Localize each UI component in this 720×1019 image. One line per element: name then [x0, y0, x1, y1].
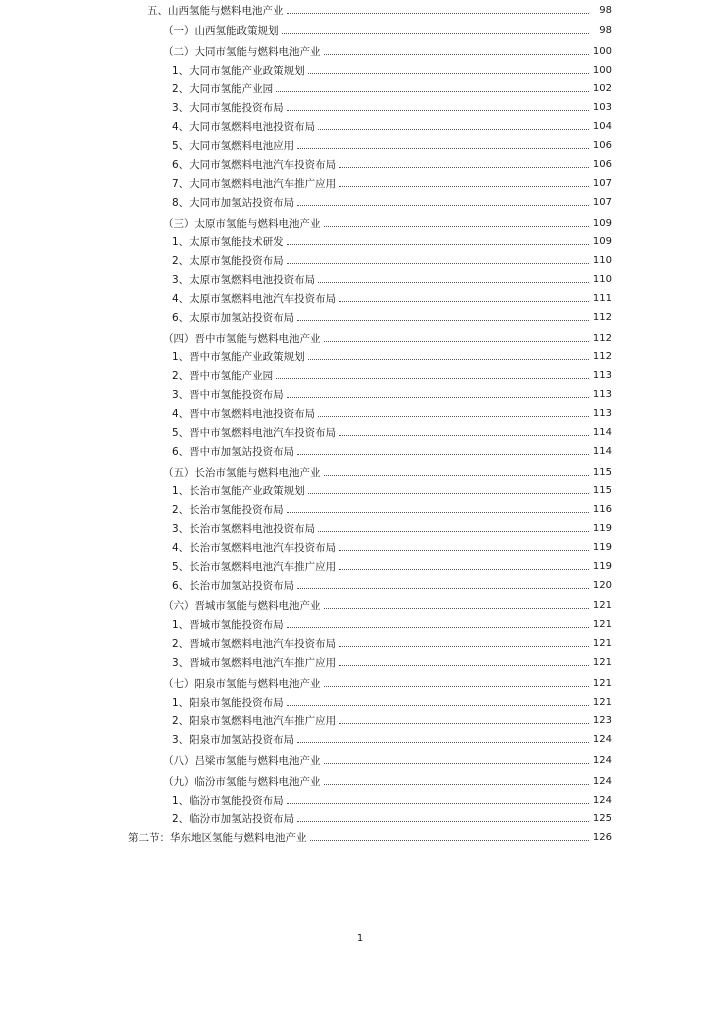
- dot-leader: [287, 397, 589, 398]
- dot-leader: [324, 784, 590, 785]
- toc-entry-page: 113: [592, 389, 612, 400]
- toc-entry-page: 106: [592, 140, 612, 151]
- toc-entry[interactable]: [172, 521, 612, 535]
- toc-entry[interactable]: [163, 676, 612, 690]
- toc-entry-title: 2、阳泉市氢燃料电池汽车推广应用: [172, 715, 337, 727]
- toc-entry-page: 126: [592, 832, 612, 843]
- toc-entry-page: 109: [592, 236, 612, 247]
- toc-entry-page: 100: [592, 65, 612, 76]
- toc-entry-title: 4、太原市氢燃料电池汽车投资布局: [172, 293, 337, 305]
- toc-entry[interactable]: [172, 444, 612, 458]
- toc-entry-title: 3、大同市氢能投资布局: [172, 102, 284, 114]
- toc-entry[interactable]: [172, 119, 612, 133]
- toc-entry[interactable]: [172, 617, 612, 631]
- toc-entry[interactable]: [163, 598, 612, 612]
- dot-leader: [339, 435, 589, 436]
- dot-leader: [276, 378, 589, 379]
- toc-entry-title: 3、晋中市氢能投资布局: [172, 389, 284, 401]
- toc-entry-title: （八）吕梁市氢能与燃料电池产业: [163, 755, 321, 767]
- toc-entry[interactable]: [172, 63, 612, 77]
- toc-entry-page: 103: [592, 102, 612, 113]
- dot-leader: [297, 742, 589, 743]
- toc-entry-page: 121: [592, 657, 612, 668]
- dot-leader: [287, 244, 589, 245]
- dot-leader: [324, 226, 590, 227]
- dot-leader: [339, 646, 589, 647]
- toc-entry-page: 112: [592, 312, 612, 323]
- toc-entry-title: 1、临汾市氢能投资布局: [172, 795, 284, 807]
- toc-entry-page: 121: [592, 678, 612, 689]
- toc-entry-page: 124: [592, 734, 612, 745]
- toc-entry-title: 1、晋中市氢能产业政策规划: [172, 351, 305, 363]
- dot-leader: [318, 282, 589, 283]
- toc-entry-page: 119: [592, 523, 612, 534]
- toc-entry-title: （六）晋城市氢能与燃料电池产业: [163, 600, 321, 612]
- toc-entry-page: 115: [592, 485, 612, 496]
- toc-entry[interactable]: [172, 81, 612, 95]
- toc-entry-page: 110: [592, 274, 612, 285]
- toc-entry[interactable]: [172, 811, 612, 825]
- toc-entry-page: 114: [592, 446, 612, 457]
- toc-entry-page: 106: [592, 159, 612, 170]
- toc-entry-title: （九）临汾市氢能与燃料电池产业: [163, 776, 321, 788]
- toc-entry-page: 98: [599, 5, 612, 16]
- toc-entry-page: 125: [592, 813, 612, 824]
- dot-leader: [308, 73, 589, 74]
- toc-entry[interactable]: [172, 100, 612, 114]
- dot-leader: [297, 320, 589, 321]
- toc-entry[interactable]: [172, 655, 612, 669]
- toc-entry-page: 113: [592, 370, 612, 381]
- dot-leader: [297, 205, 589, 206]
- toc-entry[interactable]: [172, 253, 612, 267]
- toc-entry[interactable]: [172, 138, 612, 152]
- toc-entry-page: 111: [592, 293, 612, 304]
- toc-entry-title: 5、晋中市氢燃料电池汽车投资布局: [172, 427, 337, 439]
- toc-entry[interactable]: [172, 502, 612, 516]
- toc-entry-page: 107: [592, 197, 612, 208]
- toc-entry-page: 113: [592, 408, 612, 419]
- toc-entry-page: 120: [592, 580, 612, 591]
- toc-entry-title: 6、晋中市加氢站投资布局: [172, 446, 295, 458]
- toc-entry-page: 102: [592, 83, 612, 94]
- toc-entry-page: 124: [592, 795, 612, 806]
- dot-leader: [297, 148, 589, 149]
- toc-entry-title: （三）太原市氢能与燃料电池产业: [163, 218, 321, 230]
- toc-entry-page: 121: [592, 638, 612, 649]
- toc-entry[interactable]: [172, 387, 612, 401]
- dot-leader: [287, 263, 589, 264]
- toc-entry[interactable]: [172, 310, 612, 324]
- toc-entry-title: （二）大同市氢能与燃料电池产业: [163, 46, 321, 58]
- toc-entry-page: 98: [599, 25, 612, 36]
- dot-leader: [318, 416, 589, 417]
- toc-entry-page: 112: [592, 351, 612, 362]
- dot-leader: [276, 91, 589, 92]
- dot-leader: [339, 167, 589, 168]
- toc-entry-title: （一）山西氢能政策规划: [163, 25, 279, 37]
- dot-leader: [339, 186, 589, 187]
- dot-leader: [287, 512, 589, 513]
- toc-entry-page: 110: [592, 255, 612, 266]
- toc-entry[interactable]: [172, 291, 612, 305]
- toc-entry[interactable]: [172, 195, 612, 209]
- toc-entry-title: 1、大同市氢能产业政策规划: [172, 65, 305, 77]
- toc-entry-title: 3、太原市氢燃料电池投资布局: [172, 274, 316, 286]
- toc-entry-page: 123: [592, 715, 612, 726]
- toc-entry-page: 107: [592, 178, 612, 189]
- dot-leader: [324, 686, 590, 687]
- dot-leader: [324, 54, 590, 55]
- toc-entry-page: 121: [592, 600, 612, 611]
- toc-entry-title: 4、长治市氢燃料电池汽车投资布局: [172, 542, 337, 554]
- dot-leader: [287, 13, 590, 14]
- toc-entry-page: 115: [592, 467, 612, 478]
- toc-entry-title: 1、长治市氢能产业政策规划: [172, 485, 305, 497]
- toc-entry-title: （七）阳泉市氢能与燃料电池产业: [163, 678, 321, 690]
- dot-leader: [282, 33, 590, 34]
- dot-leader: [324, 475, 590, 476]
- toc-entry-title: 2、晋城市氢燃料电池汽车投资布局: [172, 638, 337, 650]
- toc-entry[interactable]: [172, 406, 612, 420]
- toc-entry-title: 6、太原市加氢站投资布局: [172, 312, 295, 324]
- toc-entry-title: 3、长治市氢燃料电池投资布局: [172, 523, 316, 535]
- toc-entry-page: 121: [592, 697, 612, 708]
- toc-entry[interactable]: [172, 732, 612, 746]
- toc-entry[interactable]: [172, 272, 612, 286]
- dot-leader: [339, 569, 589, 570]
- toc-entry[interactable]: [163, 465, 612, 479]
- toc-entry-title: 2、临汾市加氢站投资布局: [172, 813, 295, 825]
- toc-entry-title: 五、山西氢能与燃料电池产业: [147, 5, 284, 17]
- toc-entry-title: 2、太原市氢能投资布局: [172, 255, 284, 267]
- toc-entry-title: 4、晋中市氢燃料电池投资布局: [172, 408, 316, 420]
- toc-entry-page: 100: [592, 46, 612, 57]
- dot-leader: [287, 110, 589, 111]
- dot-leader: [287, 705, 589, 706]
- toc-entry-page: 124: [592, 755, 612, 766]
- dot-leader: [287, 627, 589, 628]
- page-number: 1: [356, 933, 364, 944]
- toc-entry-page: 112: [592, 333, 612, 344]
- toc-entry-title: 2、晋中市氢能产业园: [172, 370, 274, 382]
- toc-entry[interactable]: [163, 774, 612, 788]
- dot-leader: [339, 723, 589, 724]
- dot-leader: [297, 821, 589, 822]
- toc-entry-title: 1、晋城市氢能投资布局: [172, 619, 284, 631]
- dot-leader: [308, 359, 589, 360]
- toc-entry[interactable]: [128, 830, 612, 844]
- toc-entry-title: （五）长治市氢能与燃料电池产业: [163, 467, 321, 479]
- dot-leader: [339, 301, 589, 302]
- dot-leader: [339, 665, 589, 666]
- toc-entry[interactable]: [172, 176, 612, 190]
- toc-entry-title: 7、大同市氢燃料电池汽车推广应用: [172, 178, 337, 190]
- toc-entry[interactable]: [172, 540, 612, 554]
- toc-entry[interactable]: [172, 234, 612, 248]
- toc-entry[interactable]: [163, 44, 612, 58]
- dot-leader: [318, 531, 589, 532]
- toc-entry-page: 119: [592, 561, 612, 572]
- toc-entry-title: 8、大同市加氢站投资布局: [172, 197, 295, 209]
- dot-leader: [324, 763, 590, 764]
- toc-entry-title: 3、阳泉市加氢站投资布局: [172, 734, 295, 746]
- dot-leader: [324, 608, 590, 609]
- toc-entry-title: 6、大同市氢燃料电池汽车投资布局: [172, 159, 337, 171]
- toc-entry[interactable]: [163, 753, 612, 767]
- toc-entry-title: 5、大同市氢燃料电池应用: [172, 140, 295, 152]
- toc-entry[interactable]: [172, 349, 612, 363]
- toc-entry[interactable]: [172, 636, 612, 650]
- toc-entry[interactable]: [172, 793, 612, 807]
- dot-leader: [308, 493, 589, 494]
- toc-entry-title: 2、大同市氢能产业园: [172, 83, 274, 95]
- toc-entry-page: 109: [592, 218, 612, 229]
- dot-leader: [310, 840, 590, 841]
- toc-entry[interactable]: [172, 559, 612, 573]
- toc-entry-page: 116: [592, 504, 612, 515]
- toc-entry-page: 121: [592, 619, 612, 630]
- toc-entry[interactable]: [172, 483, 612, 497]
- toc-entry-title: 3、晋城市氢燃料电池汽车推广应用: [172, 657, 337, 669]
- dot-leader: [318, 129, 589, 130]
- toc-entry-page: 114: [592, 427, 612, 438]
- dot-leader: [339, 550, 589, 551]
- toc-entry[interactable]: [172, 695, 612, 709]
- toc-entry[interactable]: [172, 157, 612, 171]
- toc-entry-title: 4、大同市氢燃料电池投资布局: [172, 121, 316, 133]
- toc-entry-page: 119: [592, 542, 612, 553]
- toc-entry[interactable]: [172, 713, 612, 727]
- dot-leader: [297, 588, 589, 589]
- toc-entry-title: （四）晋中市氢能与燃料电池产业: [163, 333, 321, 345]
- toc-entry-page: 124: [592, 776, 612, 787]
- dot-leader: [287, 803, 589, 804]
- toc-entry-title: 1、阳泉市氢能投资布局: [172, 697, 284, 709]
- toc-entry[interactable]: [163, 23, 612, 37]
- toc-entry[interactable]: [163, 216, 612, 230]
- dot-leader: [297, 454, 589, 455]
- toc-entry[interactable]: [172, 368, 612, 382]
- toc-entry[interactable]: [147, 3, 612, 17]
- toc-entry-title: 6、长治市加氢站投资布局: [172, 580, 295, 592]
- toc-entry-title: 2、长治市氢能投资布局: [172, 504, 284, 516]
- toc-entry[interactable]: [163, 331, 612, 345]
- toc-entry-title: 5、长治市氢燃料电池汽车推广应用: [172, 561, 337, 573]
- dot-leader: [324, 341, 590, 342]
- toc-entry-title: 第二节：华东地区氢能与燃料电池产业: [128, 832, 307, 844]
- toc-entry[interactable]: [172, 578, 612, 592]
- toc-entry-page: 104: [592, 121, 612, 132]
- toc-entry[interactable]: [172, 425, 612, 439]
- toc-entry-title: 1、太原市氢能技术研发: [172, 236, 284, 248]
